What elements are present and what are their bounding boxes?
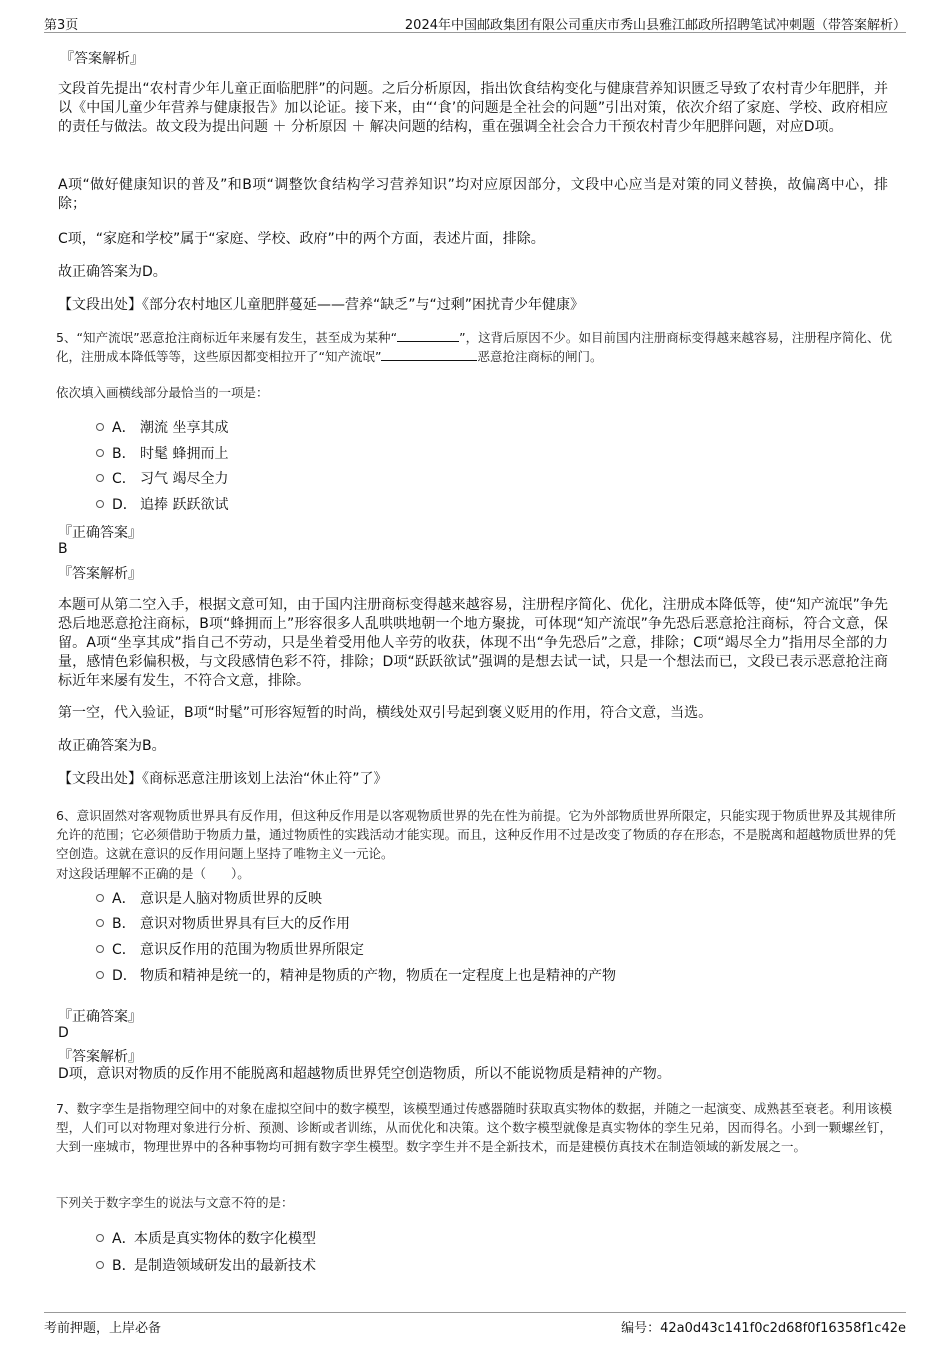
option-b[interactable]: B． 时髦 蜂拥而上 [96,443,228,463]
question-7-text: 7、数字孪生是指物理空间中的对象在虚拟空间中的数字模型，该模型通过传感器随时获取真实物体的数据，并随之一起演变、成熟甚至衰老。利用该模型，人们可以对物理对象进行分析、预测、诊断或者训练，从而优化和决策。这个数字模型就像是真实物体的孪生兄弟，因而得名。小到一颗螺丝钉，大到一座城市，物理世界中的各种事物均可拥有数字孪生模型。数字孪生并不是全新技术，而是建模仿真技术在制造领域的新发展之一。 [56,1101,892,1154]
analysis-paragraph: 本题可从第二空入手，根据文意可知，由于国内注册商标变得越来越容易，注册程序简化、优化，注册成本降低等，使“知产流氓”争先恐后地恶意抢注商标，B项“蜂拥而上”形容很多人乱哄哄地朝一个地方聚拢，可体现“知产流氓”争先恐后恶意抢注商标，符合文意，保留。A项“坐享其成”指自己不劳动，只是坐着受用他人辛劳的收获，体现不出“争先恐后”之意，排除；C项“竭尽全力”指用尽全部的力量，感情色彩偏积极，与文段感情色彩不符，排除；D项“跃跃欲试”强调的是想去试一试，只是一个想法而已，文段已表示恶意抢注商标近年来屡有发生，不符合文意，排除。 [58,597,888,689]
radio-icon[interactable] [96,894,104,902]
radio-icon[interactable] [96,474,104,482]
option-c[interactable]: C． 意识反作用的范围为物质世界所限定 [96,939,364,959]
option-a[interactable]: A． 意识是人脑对物质世界的反映 [96,888,322,908]
correct-answer-statement: 故正确答案为B。 [58,738,166,754]
option-c[interactable]: C． 习气 竭尽全力 [96,468,228,488]
document-title: 2024年中国邮政集团有限公司重庆市秀山县雅江邮政所招聘笔试冲刺题（带答案解析） [404,18,906,33]
question-5-prompt: 依次填入画横线部分最恰当的一项是： [56,385,269,400]
answer-analysis-label: 『答案解析』 [58,566,142,582]
analysis-paragraph: 第一空，代入验证，B项“时髦”可形容短暂的时尚，横线处双引号起到褒义贬用的作用，符合文意，当选。 [58,705,713,721]
blank-2 [381,348,477,361]
correct-answer-label: 『正确答案』 [58,525,142,541]
option-b[interactable]: B． 意识对物质世界具有巨大的反作用 [96,913,350,933]
source-citation: 【文段出处】《部分农村地区儿童肥胖蔓延——营养“缺乏”与“过剩”困扰青少年健康》 [58,297,585,313]
analysis-paragraph: D项，意识对物质的反作用不能脱离和超越物质世界凭空创造物质，所以不能说物质是精神的产物。 [58,1066,671,1082]
correct-answer: D [58,1025,69,1041]
correct-answer: B [58,541,68,557]
answer-analysis-label: 『答案解析』 [60,51,144,67]
analysis-paragraph: C项，“家庭和学校”属于“家庭、学校、政府”中的两个方面，表述片面，排除。 [58,231,545,247]
question-5-text: 5、“知产流氓”恶意抢注商标近年来屡有发生，甚至成为某种“ ”，这背后原因不少。如目前国内注册商标变得越来越容易，注册程序简化、优化，注册成本降低等等，这些原因都变相拉开了“知产流氓” 恶意抢注商标的闸门。 [56,330,892,364]
radio-icon[interactable] [96,971,104,979]
option-d[interactable]: D． 物质和精神是统一的，精神是物质的产物，物质在一定程度上也是精神的产物 [96,965,616,985]
footer-slogan: 考前押题，上岸必备 [44,1321,162,1336]
radio-icon[interactable] [96,449,104,457]
page-footer [44,1312,906,1339]
radio-icon[interactable] [96,1261,104,1269]
page-header [44,10,906,33]
option-d[interactable]: D． 追捧 跃跃欲试 [96,494,228,514]
question-7-prompt: 下列关于数字孪生的说法与文意不符的是： [56,1195,294,1210]
source-citation: 【文段出处】《商标恶意注册该划上法治“休止符”了》 [58,771,388,787]
radio-icon[interactable] [96,945,104,953]
option-b[interactable]: B． 是制造领域研发出的最新技术 [96,1255,316,1275]
blank-1 [397,329,459,342]
answer-analysis-label: 『答案解析』 [58,1049,142,1065]
document-id: 编号：42a0d43c141f0c2d68f0f16358f1c42e [621,1321,906,1336]
option-a[interactable]: A． 潮流 坐享其成 [96,417,228,437]
radio-icon[interactable] [96,919,104,927]
analysis-paragraph: 文段首先提出“农村青少年儿童正面临肥胖”的问题。之后分析原因，指出饮食结构变化与健康营养知识匮乏导致了农村青少年肥胖，并以《中国儿童少年营养与健康报告》加以论证。接下来，由“‘食’的问题是全社会的问题”引出对策，依次介绍了家庭、学校、政府相应的责任与做法。故文段为提出问题 ＋ 分析原因 ＋ 解决问题的结构，重在强调全社会合力干预农村青少年肥胖问题，对应D项。 [58,81,888,135]
page-number: 第3页 [44,18,79,33]
option-a[interactable]: A． 本质是真实物体的数字化模型 [96,1228,316,1248]
question-6-text: 6、意识固然对客观物质世界具有反作用，但这种反作用是以客观物质世界的先在性为前提。它为外部物质世界所限定，只能实现于物质世界及其规律所允许的范围；它必须借助于物质力量，通过物质性的实践活动才能实现。而且，这种反作用不过是改变了物质的存在形态，不是脱离和超越物质世界的凭空创造。这就在意识的反作用问题上坚持了唯物主义一元论。 [56,808,896,861]
radio-icon[interactable] [96,500,104,508]
correct-answer-statement: 故正确答案为D。 [58,264,167,280]
question-6-prompt: 对这段话理解不正确的是（ ）。 [56,866,250,881]
analysis-paragraph: A项“做好健康知识的普及”和B项“调整饮食结构学习营养知识”均对应原因部分，文段中心应当是对策的同义替换，故偏离中心，排除； [58,177,888,212]
correct-answer-label: 『正确答案』 [58,1009,142,1025]
radio-icon[interactable] [96,423,104,431]
radio-icon[interactable] [96,1234,104,1242]
